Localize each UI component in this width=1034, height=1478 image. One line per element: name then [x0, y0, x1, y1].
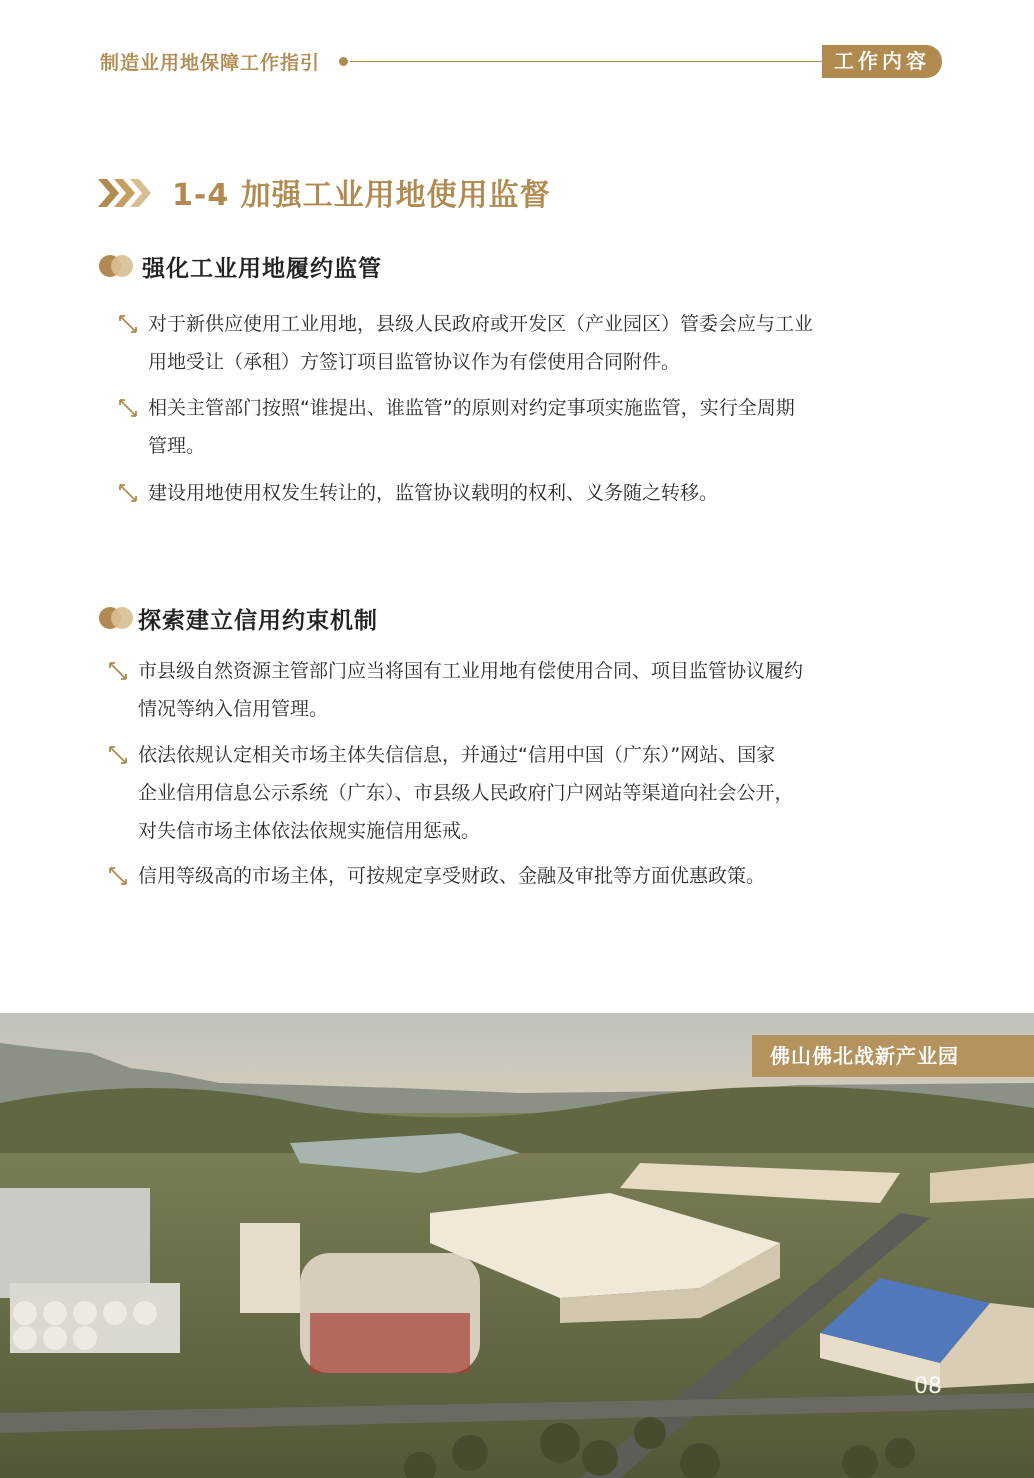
header-dot [339, 57, 348, 66]
list-item-line: 依法依规认定相关市场主体失信信息，并通过“信用中国（广东）”网站、国家 [138, 744, 776, 766]
list-item [118, 474, 908, 512]
aerial-photo-illustration [0, 1013, 1034, 1478]
industrial-park-photo [0, 1013, 1034, 1478]
page-number: 08 [914, 1374, 942, 1399]
diagonal-arrows-icon [108, 866, 128, 886]
subsection-title: 强化工业用地履约监管 [142, 256, 382, 282]
subsection-marker-icon [99, 255, 133, 277]
list-item [108, 652, 898, 728]
subsection-title: 探索建立信用约束机制 [138, 608, 378, 634]
list-item [118, 389, 908, 465]
chevron-arrows-icon [98, 175, 160, 211]
diagonal-arrows-icon [108, 745, 128, 765]
list-item-line: 相关主管部门按照“谁提出、谁监管”的原则对约定事项实施监管，实行全周期 [148, 397, 795, 419]
list-item-line: 信用等级高的市场主体，可按规定享受财政、金融及审批等方面优惠政策。 [138, 865, 766, 887]
diagonal-arrows-icon [108, 661, 128, 681]
subsection-marker-icon [99, 607, 133, 629]
section-title: 1-4 加强工业用地使用监督 [172, 178, 551, 213]
list-item-line: 对失信市场主体依法依规实施信用惩戒。 [138, 820, 481, 842]
list-item-line: 情况等纳入信用管理。 [138, 698, 329, 720]
document-header-title: 制造业用地保障工作指引 [100, 52, 321, 74]
list-item-line: 市县级自然资源主管部门应当将国有工业用地有偿使用合同、项目监管协议履约 [138, 660, 804, 682]
list-item [118, 305, 908, 381]
diagonal-arrows-icon [118, 483, 138, 503]
header-divider-line [350, 61, 830, 62]
diagonal-arrows-icon [118, 314, 138, 334]
section-badge: 工作内容 [822, 45, 942, 78]
list-item [108, 857, 898, 895]
list-item [108, 736, 898, 850]
list-item-line: 对于新供应使用工业用地，县级人民政府或开发区（产业园区）管委会应与工业 [148, 313, 814, 335]
list-item-line: 企业信用信息公示系统（广东）、市县级人民政府门户网站等渠道向社会公开， [138, 782, 794, 804]
list-item-line: 管理。 [148, 435, 206, 457]
diagonal-arrows-icon [118, 398, 138, 418]
photo-caption: 佛山佛北战新产业园 [752, 1035, 1034, 1077]
list-item-line: 用地受让（承租）方签订项目监管协议作为有偿使用合同附件。 [148, 351, 681, 373]
list-item-line: 建设用地使用权发生转让的，监管协议载明的权利、义务随之转移。 [148, 482, 719, 504]
